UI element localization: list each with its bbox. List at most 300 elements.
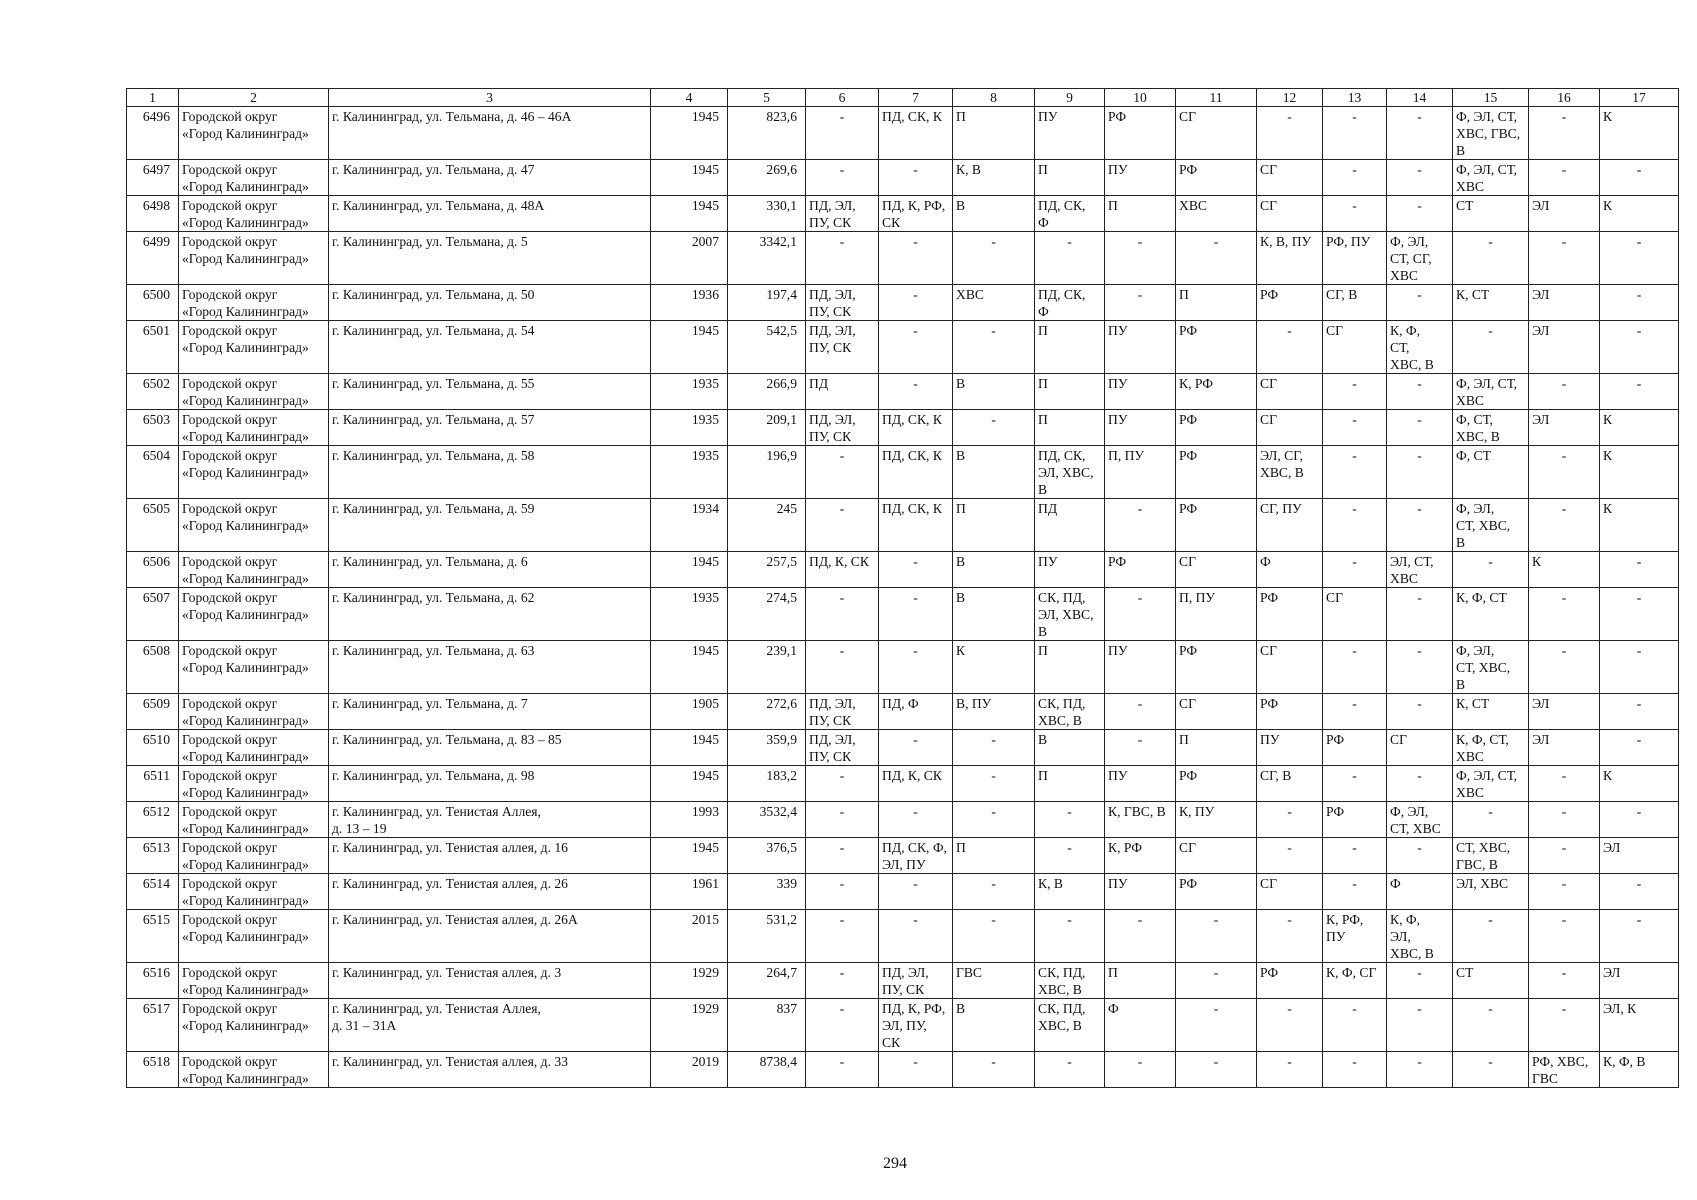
cell-col-6: ПД, ЭЛ, ПУ, СК [806, 285, 879, 321]
cell-col-16: - [1529, 107, 1600, 160]
cell-col-10: П [1105, 196, 1176, 232]
cell-col-8: - [953, 766, 1035, 802]
cell-col-11: СГ [1176, 552, 1257, 588]
page-number: 294 [883, 1155, 907, 1172]
cell-col-14: - [1387, 641, 1453, 694]
cell-col-2: Городской округ «Город Калининград» [179, 107, 329, 160]
cell-col-4: 1929 [651, 963, 728, 999]
cell-col-2: Городской округ «Город Калининград» [179, 196, 329, 232]
cell-col-4: 1935 [651, 374, 728, 410]
cell-col-16: ЭЛ [1529, 694, 1600, 730]
cell-col-10: ПУ [1105, 321, 1176, 374]
cell-col-9: ПУ [1035, 552, 1105, 588]
cell-col-7: - [879, 641, 953, 694]
cell-col-17: - [1600, 588, 1679, 641]
cell-col-13: - [1323, 838, 1387, 874]
cell-col-16: ЭЛ [1529, 410, 1600, 446]
cell-col-6: ПД, ЭЛ, ПУ, СК [806, 196, 879, 232]
cell-col-16: - [1529, 641, 1600, 694]
cell-col-4: 2007 [651, 232, 728, 285]
cell-col-14: СГ [1387, 730, 1453, 766]
cell-col-6: - [806, 963, 879, 999]
cell-col-14: - [1387, 499, 1453, 552]
cell-col-15: Ф, ЭЛ, СТ, ХВС [1453, 160, 1529, 196]
cell-col-1: 6497 [127, 160, 179, 196]
cell-col-11: РФ [1176, 499, 1257, 552]
cell-col-16: - [1529, 963, 1600, 999]
cell-col-13: - [1323, 446, 1387, 499]
cell-col-11: РФ [1176, 321, 1257, 374]
cell-col-8: П [953, 838, 1035, 874]
cell-col-8: В [953, 999, 1035, 1052]
cell-col-15: ЭЛ, ХВС [1453, 874, 1529, 910]
cell-col-8: П [953, 107, 1035, 160]
cell-col-4: 1945 [651, 766, 728, 802]
cell-col-5: 183,2 [728, 766, 806, 802]
cell-col-5: 266,9 [728, 374, 806, 410]
table-row [127, 802, 1679, 838]
column-header-16: 16 [1529, 89, 1600, 107]
cell-col-14: - [1387, 838, 1453, 874]
cell-col-2: Городской округ «Город Калининград» [179, 874, 329, 910]
cell-col-6: - [806, 802, 879, 838]
cell-col-1: 6509 [127, 694, 179, 730]
cell-col-11: - [1176, 232, 1257, 285]
cell-col-16: - [1529, 999, 1600, 1052]
cell-col-9: П [1035, 160, 1105, 196]
cell-col-2: Городской округ «Город Калининград» [179, 910, 329, 963]
cell-col-14: - [1387, 107, 1453, 160]
cell-col-1: 6505 [127, 499, 179, 552]
cell-col-14: - [1387, 588, 1453, 641]
cell-col-3: г. Калининград, ул. Тельмана, д. 7 [329, 694, 651, 730]
cell-col-7: ПД, ЭЛ, ПУ, СК [879, 963, 953, 999]
cell-col-3: г. Калининград, ул. Тельмана, д. 55 [329, 374, 651, 410]
cell-col-17: - [1600, 160, 1679, 196]
column-header-12: 12 [1257, 89, 1323, 107]
cell-col-6: - [806, 641, 879, 694]
cell-col-9: П [1035, 374, 1105, 410]
cell-col-14: - [1387, 694, 1453, 730]
cell-col-17: ЭЛ [1600, 838, 1679, 874]
cell-col-4: 1945 [651, 730, 728, 766]
cell-col-13: - [1323, 766, 1387, 802]
cell-col-3: г. Калининград, ул. Тельмана, д. 47 [329, 160, 651, 196]
cell-col-5: 196,9 [728, 446, 806, 499]
cell-col-2: Городской округ «Город Калининград» [179, 802, 329, 838]
cell-col-12: СГ [1257, 641, 1323, 694]
column-number-header-row [127, 89, 1679, 107]
cell-col-2: Городской округ «Город Калининград» [179, 999, 329, 1052]
cell-col-17: К [1600, 410, 1679, 446]
cell-col-5: 245 [728, 499, 806, 552]
table-body [127, 107, 1679, 1088]
cell-col-10: - [1105, 1052, 1176, 1088]
cell-col-16: - [1529, 766, 1600, 802]
cell-col-4: 2015 [651, 910, 728, 963]
cell-col-7: ПД, Ф [879, 694, 953, 730]
cell-col-4: 1945 [651, 196, 728, 232]
table-row [127, 874, 1679, 910]
column-header-2: 2 [179, 89, 329, 107]
cell-col-9: - [1035, 1052, 1105, 1088]
cell-col-2: Городской округ «Город Калининград» [179, 838, 329, 874]
cell-col-16: - [1529, 232, 1600, 285]
cell-col-3: г. Калининград, ул. Тенистая аллея, д. 3 [329, 963, 651, 999]
column-header-10: 10 [1105, 89, 1176, 107]
column-header-4: 4 [651, 89, 728, 107]
cell-col-2: Городской округ «Город Калининград» [179, 285, 329, 321]
cell-col-14: К, Ф, СТ, ХВС, В [1387, 321, 1453, 374]
cell-col-1: 6515 [127, 910, 179, 963]
cell-col-7: - [879, 730, 953, 766]
cell-col-5: 239,1 [728, 641, 806, 694]
cell-col-3: г. Калининград, ул. Тенистая Аллея, д. 13 – 19 [329, 802, 651, 838]
cell-col-10: ПУ [1105, 874, 1176, 910]
cell-col-2: Городской округ «Город Калининград» [179, 1052, 329, 1088]
cell-col-13: - [1323, 374, 1387, 410]
cell-col-1: 6507 [127, 588, 179, 641]
cell-col-13: РФ [1323, 802, 1387, 838]
cell-col-12: - [1257, 1052, 1323, 1088]
cell-col-9: П [1035, 766, 1105, 802]
cell-col-5: 3532,4 [728, 802, 806, 838]
cell-col-15: - [1453, 1052, 1529, 1088]
cell-col-17: - [1600, 321, 1679, 374]
cell-col-15: СТ [1453, 963, 1529, 999]
cell-col-12: РФ [1257, 694, 1323, 730]
cell-col-14: - [1387, 963, 1453, 999]
cell-col-12: СГ [1257, 160, 1323, 196]
column-header-8: 8 [953, 89, 1035, 107]
table-row [127, 1052, 1679, 1088]
cell-col-1: 6503 [127, 410, 179, 446]
cell-col-2: Городской округ «Город Калининград» [179, 446, 329, 499]
cell-col-2: Городской округ «Город Калининград» [179, 232, 329, 285]
cell-col-10: - [1105, 285, 1176, 321]
table-row [127, 410, 1679, 446]
cell-col-3: г. Калининград, ул. Тенистая аллея, д. 26А [329, 910, 651, 963]
table-row [127, 730, 1679, 766]
cell-col-10: ПУ [1105, 641, 1176, 694]
cell-col-17: - [1600, 910, 1679, 963]
cell-col-15: Ф, СТ, ХВС, В [1453, 410, 1529, 446]
cell-col-6: - [806, 588, 879, 641]
cell-col-10: ПУ [1105, 766, 1176, 802]
cell-col-13: СГ [1323, 588, 1387, 641]
cell-col-9: СК, ПД, ХВС, В [1035, 963, 1105, 999]
cell-col-7: ПД, К, СК [879, 766, 953, 802]
cell-col-17: - [1600, 730, 1679, 766]
cell-col-9: К, В [1035, 874, 1105, 910]
table-row [127, 641, 1679, 694]
cell-col-3: г. Калининград, ул. Тельмана, д. 54 [329, 321, 651, 374]
cell-col-10: РФ [1105, 107, 1176, 160]
cell-col-13: РФ [1323, 730, 1387, 766]
cell-col-7: - [879, 1052, 953, 1088]
cell-col-10: РФ [1105, 552, 1176, 588]
cell-col-4: 1961 [651, 874, 728, 910]
cell-col-10: - [1105, 730, 1176, 766]
cell-col-2: Городской округ «Город Калининград» [179, 321, 329, 374]
cell-col-1: 6511 [127, 766, 179, 802]
cell-col-14: - [1387, 766, 1453, 802]
cell-col-7: ПД, К, РФ, ЭЛ, ПУ, СК [879, 999, 953, 1052]
cell-col-8: - [953, 1052, 1035, 1088]
cell-col-9: ПД, СК, Ф [1035, 196, 1105, 232]
cell-col-7: - [879, 588, 953, 641]
cell-col-5: 542,5 [728, 321, 806, 374]
cell-col-5: 209,1 [728, 410, 806, 446]
cell-col-5: 376,5 [728, 838, 806, 874]
cell-col-9: П [1035, 321, 1105, 374]
cell-col-11: РФ [1176, 874, 1257, 910]
cell-col-15: СТ, ХВС, ГВС, В [1453, 838, 1529, 874]
table-row [127, 999, 1679, 1052]
cell-col-16: РФ, ХВС, ГВС [1529, 1052, 1600, 1088]
cell-col-8: К, В [953, 160, 1035, 196]
cell-col-5: 330,1 [728, 196, 806, 232]
cell-col-2: Городской округ «Город Калининград» [179, 766, 329, 802]
cell-col-5: 257,5 [728, 552, 806, 588]
cell-col-6: ПД, К, СК [806, 552, 879, 588]
cell-col-15: Ф, ЭЛ, СТ, ХВС, В [1453, 641, 1529, 694]
cell-col-8: ГВС [953, 963, 1035, 999]
cell-col-4: 1905 [651, 694, 728, 730]
cell-col-6: - [806, 766, 879, 802]
cell-col-11: СГ [1176, 838, 1257, 874]
cell-col-5: 197,4 [728, 285, 806, 321]
cell-col-17: К [1600, 107, 1679, 160]
cell-col-2: Городской округ «Город Калининград» [179, 588, 329, 641]
cell-col-2: Городской округ «Город Калининград» [179, 552, 329, 588]
cell-col-6: ПД, ЭЛ, ПУ, СК [806, 730, 879, 766]
cell-col-9: СК, ПД, ХВС, В [1035, 999, 1105, 1052]
cell-col-17: К [1600, 499, 1679, 552]
cell-col-7: - [879, 232, 953, 285]
table-row [127, 694, 1679, 730]
table-row [127, 196, 1679, 232]
cell-col-10: К, ГВС, В [1105, 802, 1176, 838]
cell-col-6: - [806, 874, 879, 910]
cell-col-7: - [879, 802, 953, 838]
cell-col-4: 1945 [651, 107, 728, 160]
cell-col-10: - [1105, 232, 1176, 285]
table-row [127, 552, 1679, 588]
cell-col-12: Ф [1257, 552, 1323, 588]
cell-col-13: - [1323, 499, 1387, 552]
cell-col-3: г. Калининград, ул. Тенистая аллея, д. 16 [329, 838, 651, 874]
cell-col-14: - [1387, 160, 1453, 196]
cell-col-2: Городской округ «Город Калининград» [179, 730, 329, 766]
cell-col-9: ПД, СК, ЭЛ, ХВС, В [1035, 446, 1105, 499]
table-row [127, 160, 1679, 196]
cell-col-14: ЭЛ, СТ, ХВС [1387, 552, 1453, 588]
cell-col-17: - [1600, 552, 1679, 588]
cell-col-12: ПУ [1257, 730, 1323, 766]
cell-col-9: ПУ [1035, 107, 1105, 160]
cell-col-11: - [1176, 1052, 1257, 1088]
cell-col-8: В [953, 446, 1035, 499]
cell-col-14: Ф, ЭЛ, СТ, СГ, ХВС [1387, 232, 1453, 285]
cell-col-8: В [953, 196, 1035, 232]
cell-col-12: СГ [1257, 410, 1323, 446]
cell-col-17: К [1600, 196, 1679, 232]
cell-col-6: - [806, 838, 879, 874]
cell-col-10: Ф [1105, 999, 1176, 1052]
cell-col-3: г. Калининград, ул. Тельмана, д. 59 [329, 499, 651, 552]
cell-col-6: - [806, 999, 879, 1052]
cell-col-4: 1945 [651, 160, 728, 196]
table-row [127, 766, 1679, 802]
cell-col-13: - [1323, 694, 1387, 730]
cell-col-13: - [1323, 160, 1387, 196]
cell-col-10: К, РФ [1105, 838, 1176, 874]
cell-col-5: 272,6 [728, 694, 806, 730]
cell-col-17: - [1600, 232, 1679, 285]
cell-col-6: - [806, 499, 879, 552]
cell-col-3: г. Калининград, ул. Тельмана, д. 58 [329, 446, 651, 499]
cell-col-5: 264,7 [728, 963, 806, 999]
cell-col-7: ПД, СК, К [879, 499, 953, 552]
cell-col-8: - [953, 910, 1035, 963]
cell-col-6: ПД, ЭЛ, ПУ, СК [806, 694, 879, 730]
cell-col-14: Ф, ЭЛ, СТ, ХВС [1387, 802, 1453, 838]
cell-col-6: - [806, 107, 879, 160]
cell-col-13: - [1323, 874, 1387, 910]
cell-col-13: - [1323, 641, 1387, 694]
cell-col-17: - [1600, 374, 1679, 410]
cell-col-1: 6510 [127, 730, 179, 766]
cell-col-1: 6501 [127, 321, 179, 374]
cell-col-7: ПД, СК, К [879, 410, 953, 446]
cell-col-3: г. Калининград, ул. Тельмана, д. 46 – 46А [329, 107, 651, 160]
cell-col-16: - [1529, 802, 1600, 838]
cell-col-10: - [1105, 588, 1176, 641]
cell-col-6: ПД [806, 374, 879, 410]
cell-col-6: - [806, 1052, 879, 1088]
cell-col-11: РФ [1176, 641, 1257, 694]
cell-col-15: - [1453, 802, 1529, 838]
cell-col-13: - [1323, 1052, 1387, 1088]
cell-col-15: Ф, ЭЛ, СТ, ХВС, ГВС, В [1453, 107, 1529, 160]
table-row [127, 321, 1679, 374]
cell-col-9: П [1035, 641, 1105, 694]
table-row [127, 963, 1679, 999]
cell-col-8: В [953, 588, 1035, 641]
cell-col-1: 6513 [127, 838, 179, 874]
cell-col-16: ЭЛ [1529, 730, 1600, 766]
cell-col-7: - [879, 285, 953, 321]
cell-col-4: 1935 [651, 446, 728, 499]
table-row [127, 499, 1679, 552]
cell-col-7: ПД, СК, Ф, ЭЛ, ПУ [879, 838, 953, 874]
cell-col-9: СК, ПД, ХВС, В [1035, 694, 1105, 730]
cell-col-9: СК, ПД, ЭЛ, ХВС, В [1035, 588, 1105, 641]
cell-col-13: СГ [1323, 321, 1387, 374]
cell-col-12: - [1257, 107, 1323, 160]
table-row [127, 838, 1679, 874]
cell-col-13: - [1323, 552, 1387, 588]
cell-col-4: 1934 [651, 499, 728, 552]
cell-col-1: 6498 [127, 196, 179, 232]
cell-col-6: - [806, 232, 879, 285]
column-header-9: 9 [1035, 89, 1105, 107]
cell-col-15: К, Ф, СТ [1453, 588, 1529, 641]
cell-col-12: - [1257, 321, 1323, 374]
cell-col-4: 1945 [651, 552, 728, 588]
cell-col-11: П [1176, 730, 1257, 766]
cell-col-14: - [1387, 410, 1453, 446]
cell-col-15: Ф, ЭЛ, СТ, ХВС, В [1453, 499, 1529, 552]
table-row [127, 446, 1679, 499]
cell-col-13: К, РФ, ПУ [1323, 910, 1387, 963]
cell-col-3: г. Калининград, ул. Тельмана, д. 48А [329, 196, 651, 232]
housing-registry-table [126, 88, 1679, 1088]
cell-col-11: К, РФ [1176, 374, 1257, 410]
cell-col-14: - [1387, 196, 1453, 232]
cell-col-2: Городской округ «Город Калининград» [179, 374, 329, 410]
cell-col-13: - [1323, 410, 1387, 446]
cell-col-3: г. Калининград, ул. Тенистая аллея, д. 33 [329, 1052, 651, 1088]
cell-col-8: В [953, 552, 1035, 588]
cell-col-1: 6508 [127, 641, 179, 694]
column-header-6: 6 [806, 89, 879, 107]
column-header-17: 17 [1600, 89, 1679, 107]
column-header-14: 14 [1387, 89, 1453, 107]
cell-col-15: К, СТ [1453, 694, 1529, 730]
cell-col-11: РФ [1176, 446, 1257, 499]
table-row [127, 285, 1679, 321]
cell-col-3: г. Калининград, ул. Тельмана, д. 98 [329, 766, 651, 802]
cell-col-7: - [879, 910, 953, 963]
cell-col-15: К, Ф, СТ, ХВС [1453, 730, 1529, 766]
cell-col-15: Ф, СТ [1453, 446, 1529, 499]
cell-col-7: ПД, К, РФ, СК [879, 196, 953, 232]
cell-col-8: - [953, 874, 1035, 910]
cell-col-7: ПД, СК, К [879, 107, 953, 160]
cell-col-10: ПУ [1105, 160, 1176, 196]
cell-col-7: - [879, 160, 953, 196]
cell-col-1: 6516 [127, 963, 179, 999]
cell-col-1: 6504 [127, 446, 179, 499]
cell-col-11: - [1176, 910, 1257, 963]
cell-col-16: - [1529, 374, 1600, 410]
cell-col-1: 6500 [127, 285, 179, 321]
cell-col-9: - [1035, 910, 1105, 963]
cell-col-13: РФ, ПУ [1323, 232, 1387, 285]
cell-col-16: - [1529, 588, 1600, 641]
column-header-7: 7 [879, 89, 953, 107]
cell-col-2: Городской округ «Город Калининград» [179, 963, 329, 999]
cell-col-2: Городской округ «Город Калининград» [179, 410, 329, 446]
cell-col-12: - [1257, 838, 1323, 874]
cell-col-5: 359,9 [728, 730, 806, 766]
cell-col-14: Ф [1387, 874, 1453, 910]
cell-col-3: г. Калининград, ул. Тельмана, д. 83 – 85 [329, 730, 651, 766]
cell-col-15: - [1453, 552, 1529, 588]
cell-col-17: - [1600, 285, 1679, 321]
cell-col-17: К, Ф, В [1600, 1052, 1679, 1088]
cell-col-17: ЭЛ [1600, 963, 1679, 999]
cell-col-12: РФ [1257, 285, 1323, 321]
cell-col-11: РФ [1176, 160, 1257, 196]
cell-col-17: ЭЛ, К [1600, 999, 1679, 1052]
column-header-1: 1 [127, 89, 179, 107]
cell-col-5: 8738,4 [728, 1052, 806, 1088]
cell-col-3: г. Калининград, ул. Тельмана, д. 50 [329, 285, 651, 321]
cell-col-13: - [1323, 196, 1387, 232]
